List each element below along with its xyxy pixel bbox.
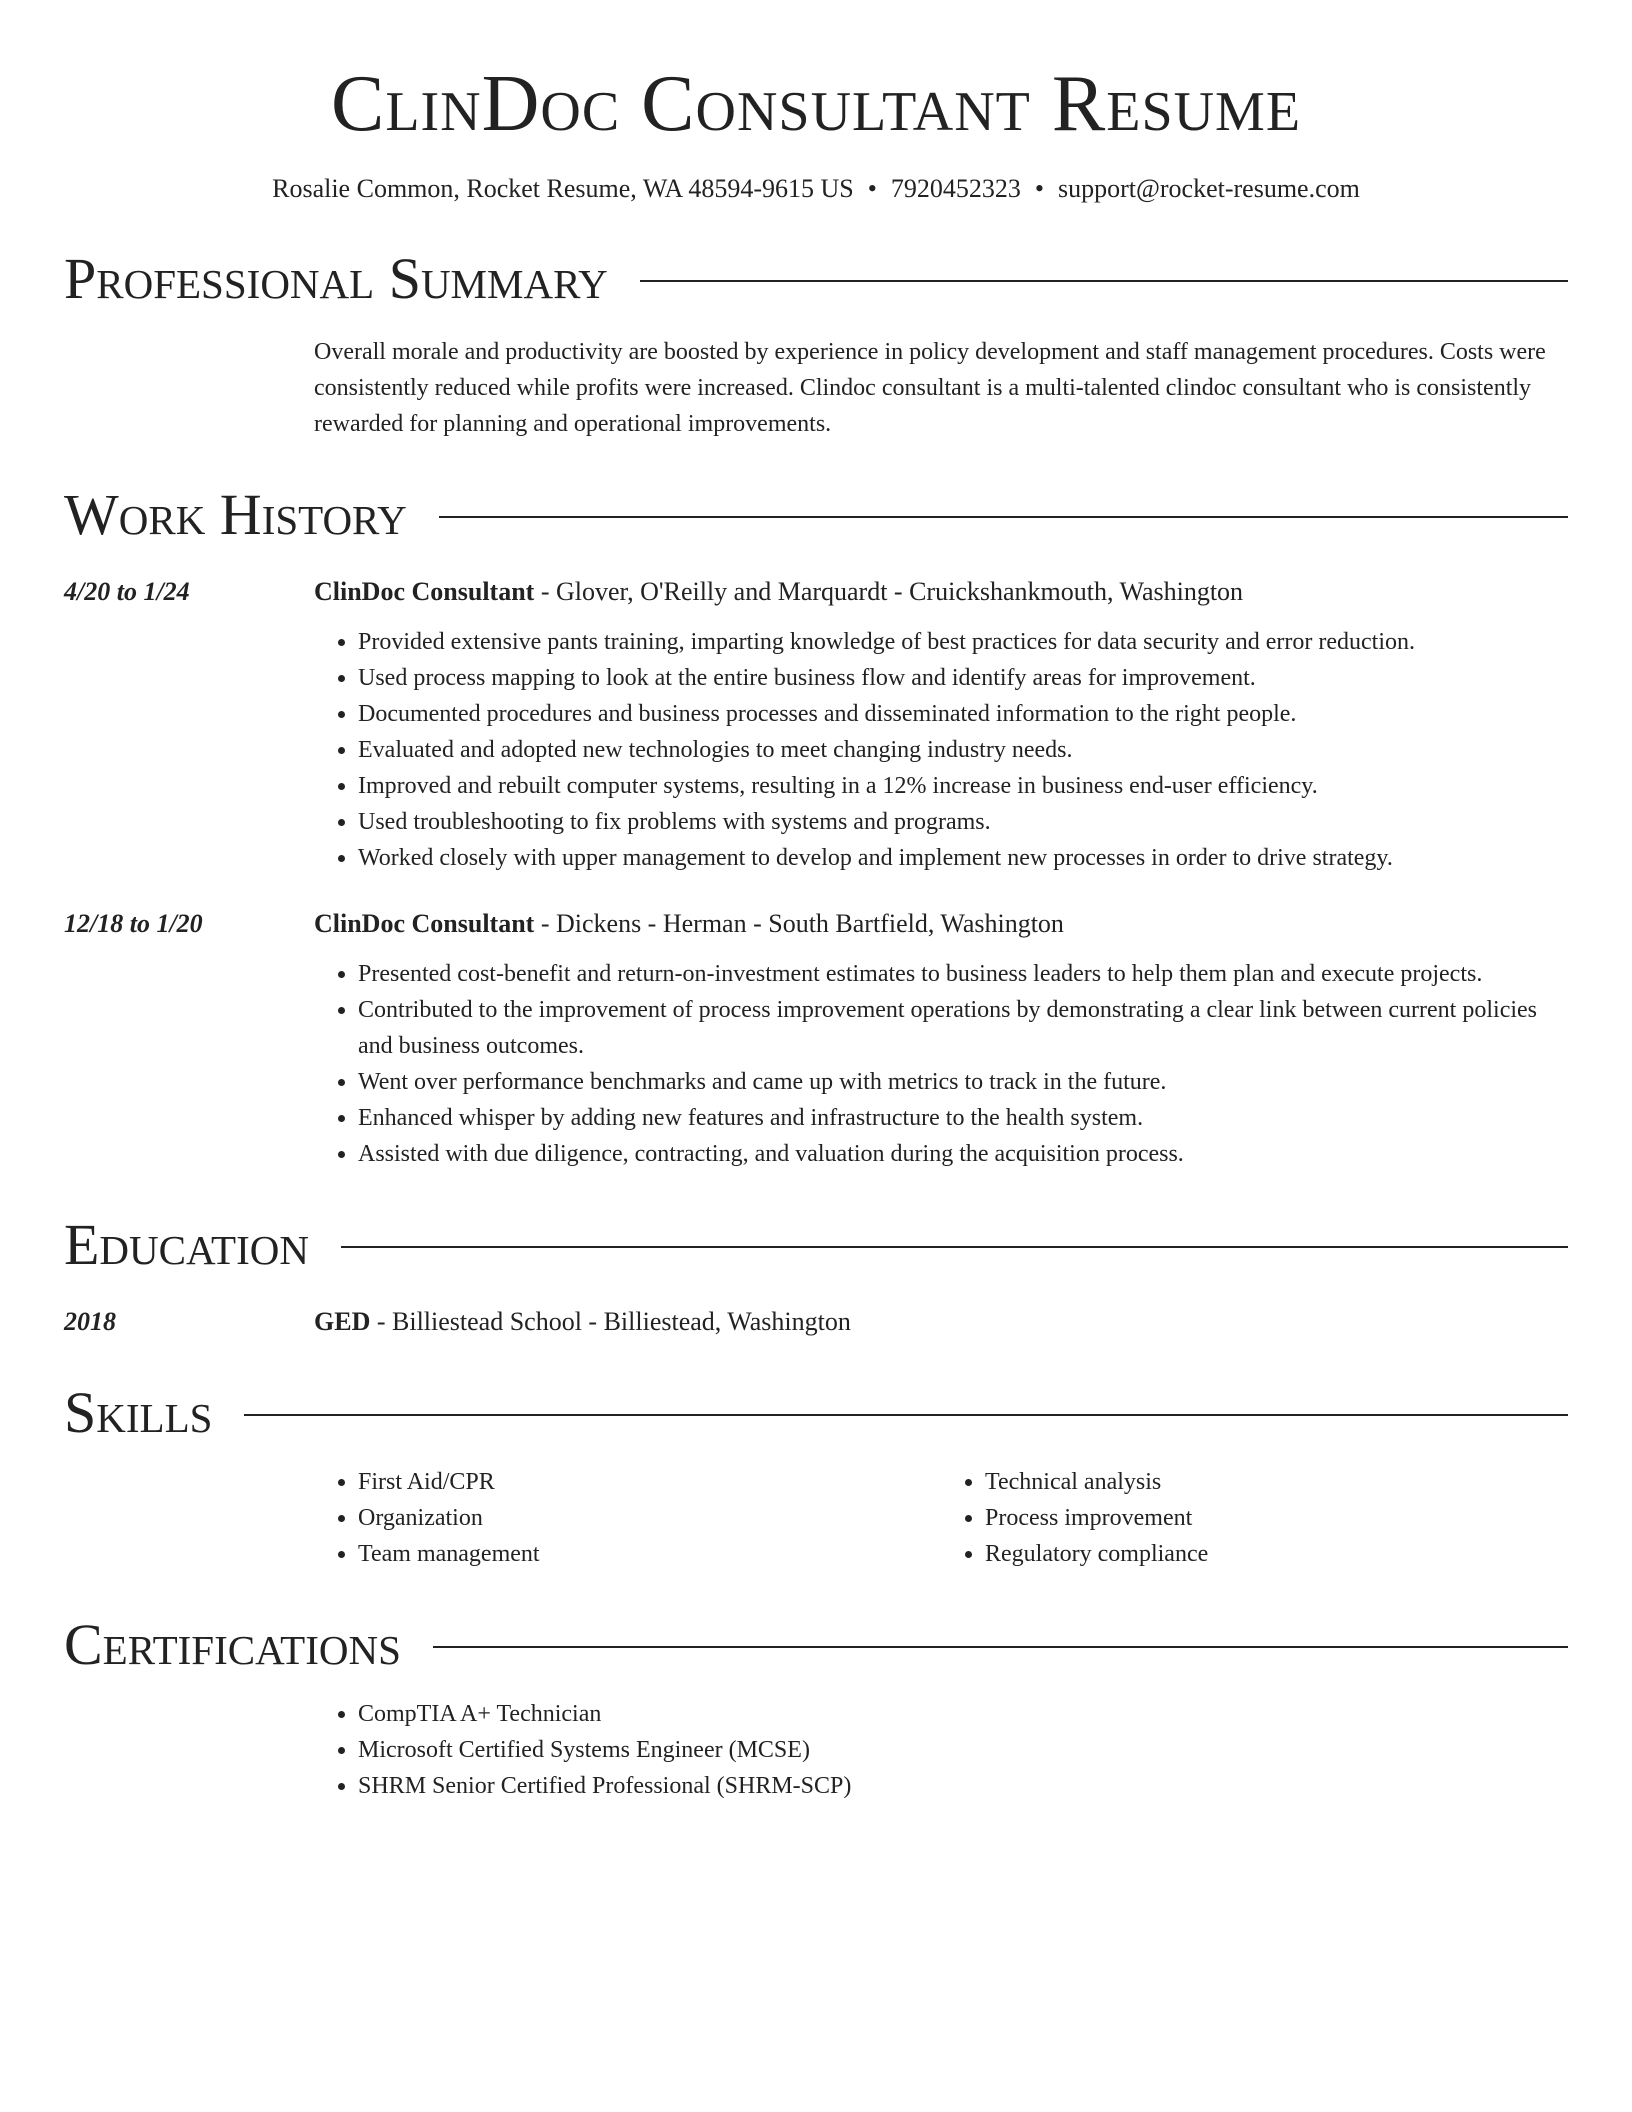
certification-item: • SHRM Senior Certified Professional (SHRM-SCP) <box>358 1768 1568 1804</box>
job-bullet: • Provided extensive pants training, imparting knowledge of best practices for data security and error reduction. <box>358 624 1568 660</box>
education-heading-line <box>314 1304 1568 1340</box>
skills-heading: Skills <box>64 1380 213 1445</box>
job-title: ClinDoc Consultant <box>314 577 535 606</box>
section-divider <box>341 1246 1568 1248</box>
summary-section-header <box>64 246 1568 312</box>
skill-item: • Team management <box>358 1536 941 1572</box>
contact-separator: • <box>1034 174 1044 203</box>
work-section-header <box>64 482 1568 548</box>
job-dates: 4/20 to 1/24 <box>64 577 190 606</box>
resume-title: ClinDoc Consultant Resume <box>330 60 1302 148</box>
summary-heading: Professional Summary <box>64 246 608 311</box>
job-entry <box>64 906 1568 1172</box>
work-heading: Work History <box>64 482 407 547</box>
job-heading <box>314 906 1568 942</box>
certifications-block <box>314 1696 1568 1804</box>
job-body <box>314 906 1568 1172</box>
skill-item: • Process improvement <box>985 1500 1568 1536</box>
certification-item: • CompTIA A+ Technician <box>358 1696 1568 1732</box>
job-dates: 12/18 to 1/20 <box>64 909 203 938</box>
job-bullet: • Evaluated and adopted new technologies to meet changing industry needs. <box>358 732 1568 768</box>
skills-columns <box>314 1464 1568 1572</box>
education-section-header <box>64 1212 1568 1278</box>
education-school: - Billiestead School - Billiestead, Washington <box>370 1307 851 1336</box>
section-divider <box>439 516 1568 518</box>
job-bullet: • Went over performance benchmarks and came up with metrics to track in the future. <box>358 1064 1568 1100</box>
job-employer: - Dickens - Herman - South Bartfield, Washington <box>534 909 1064 938</box>
job-bullet: • Used troubleshooting to fix problems with systems and programs. <box>358 804 1568 840</box>
section-divider <box>433 1646 1568 1648</box>
section-divider <box>244 1414 1568 1416</box>
contact-email[interactable]: support@rocket-resume.com <box>1057 174 1360 203</box>
job-bullet: • Contributed to the improvement of process improvement operations by demonstrating a clear link between current policies and business outcomes. <box>358 992 1568 1064</box>
skill-item: • Organization <box>358 1500 941 1536</box>
resume-page <box>64 0 1568 1804</box>
job-bullet: • Enhanced whisper by adding new features and infrastructure to the health system. <box>358 1100 1568 1136</box>
skills-list-left <box>314 1464 941 1572</box>
summary-text: Overall morale and productivity are boosted by experience in policy development and staff management procedures. Costs were consistently reduced while profits were increased. Clindoc consultant is a multi-talented clindoc consultant who is consistently rewarded for planning and operational improvements. <box>314 339 1546 437</box>
skill-item: • Technical analysis <box>985 1464 1568 1500</box>
contact-separator: • <box>867 174 877 203</box>
job-bullet: • Assisted with due diligence, contracting, and valuation during the acquisition process. <box>358 1136 1568 1172</box>
job-bullet: • Worked closely with upper management to develop and implement new processes in order to drive strategy. <box>358 840 1568 876</box>
certification-item: • Microsoft Certified Systems Engineer (MCSE) <box>358 1732 1568 1768</box>
job-bullets <box>314 956 1568 1172</box>
contact-address: Rosalie Common, Rocket Resume, WA 48594-9615 US <box>272 174 854 203</box>
job-bullet: • Used process mapping to look at the entire business flow and identify areas for improvement. <box>358 660 1568 696</box>
job-entry <box>64 574 1568 876</box>
job-bullets <box>314 624 1568 876</box>
section-divider <box>640 280 1568 282</box>
certifications-list <box>314 1696 1568 1804</box>
job-bullet: • Improved and rebuilt computer systems, resulting in a 12% increase in business end-user efficiency. <box>358 768 1568 804</box>
contact-phone: 7920452323 <box>890 174 1021 203</box>
job-bullet: • Presented cost-benefit and return-on-investment estimates to business leaders to help them plan and execute projects. <box>358 956 1568 992</box>
job-bullet: • Documented procedures and business processes and disseminated information to the right people. <box>358 696 1568 732</box>
education-degree: GED <box>314 1307 371 1336</box>
certifications-section-header <box>64 1612 1568 1678</box>
job-body <box>314 574 1568 876</box>
skills-section-header <box>64 1380 1568 1446</box>
skill-item: • Regulatory compliance <box>985 1536 1568 1572</box>
skills-list-right <box>941 1464 1568 1572</box>
skill-item: • First Aid/CPR <box>358 1464 941 1500</box>
job-employer: - Glover, O'Reilly and Marquardt - Cruickshankmouth, Washington <box>534 577 1244 606</box>
job-heading <box>314 574 1568 610</box>
education-entry <box>64 1304 1568 1340</box>
contact-line <box>64 172 1568 206</box>
certifications-heading: Certifications <box>64 1612 401 1677</box>
job-title: ClinDoc Consultant <box>314 909 535 938</box>
education-heading: Education <box>64 1212 309 1277</box>
education-year: 2018 <box>64 1307 116 1336</box>
